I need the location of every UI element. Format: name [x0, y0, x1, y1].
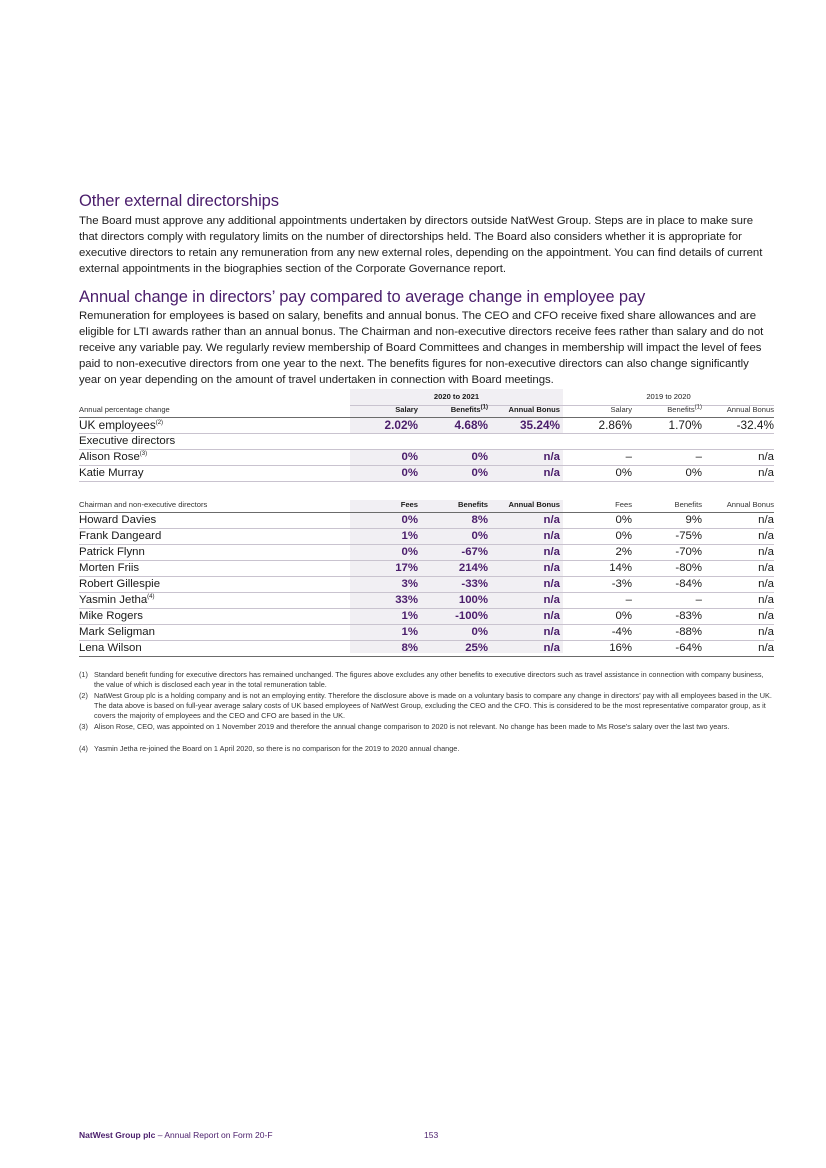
- cell: 2%: [615, 546, 632, 558]
- cell: 25%: [465, 642, 488, 654]
- group-2019-2020: 2019 to 2020: [646, 392, 691, 401]
- cell: 0%: [471, 530, 488, 542]
- cell: 33%: [395, 594, 418, 606]
- table-header-row: [79, 402, 774, 418]
- cell: -67%: [461, 546, 488, 558]
- header-benefits-2021: Benefits: [458, 500, 488, 509]
- cell: 16%: [609, 642, 632, 654]
- exec-heading-row: [79, 433, 774, 449]
- table-row: [79, 608, 774, 624]
- cell: -80%: [675, 562, 702, 574]
- cell: n/a: [758, 578, 774, 590]
- cell: –: [695, 451, 702, 463]
- cell: n/a: [758, 562, 774, 574]
- cell: -3%: [611, 578, 632, 590]
- cell: 1%: [401, 530, 418, 542]
- row-label: Alison Rose$^{(3)}$: [79, 451, 148, 463]
- cell: n/a: [543, 626, 560, 638]
- footnote-text: Standard benefit funding for executive directors has remained unchanged. The figures above excludes any other benefits to executive directors such as travel assistance in connection with company business, the value of which is disclosed each year in the total remuneration table.: [94, 670, 764, 689]
- cell: 0%: [615, 514, 632, 526]
- table-bottom-rule: [79, 656, 774, 657]
- cell: n/a: [758, 594, 774, 606]
- footer-report-name: Annual Report on Form 20-F: [164, 1130, 273, 1140]
- cell: 2.02%: [384, 418, 418, 432]
- cell: n/a: [758, 514, 774, 526]
- table-row: [79, 560, 774, 576]
- cell: n/a: [543, 546, 560, 558]
- footer-separator: –: [155, 1130, 165, 1140]
- cell: -32.4%: [736, 418, 774, 432]
- header-benefits-2020: Benefits$^{(1)}$: [667, 404, 702, 414]
- footnote-text: Alison Rose, CEO, was appointed on 1 November 2019 and therefore the annual change comparison to 2020 is not relevant. No change has been made to Ms Rose’s salary over the last two years.: [94, 722, 730, 731]
- cell: n/a: [543, 562, 560, 574]
- cell: n/a: [543, 514, 560, 526]
- cell: 17%: [395, 562, 418, 574]
- header-bonus-2020: Annual Bonus: [726, 500, 774, 509]
- cell: 14%: [609, 562, 632, 574]
- cell: 100%: [458, 594, 488, 606]
- row-label: Yasmin Jetha$^{(4)}$: [79, 594, 155, 606]
- row-label: Mike Rogers: [79, 610, 143, 622]
- ned-header-label: Chairman and non-executive directors: [79, 500, 208, 509]
- header-benefits-2020: Benefits: [674, 500, 702, 509]
- cell: 2.86%: [598, 418, 632, 432]
- table-row: [79, 592, 774, 608]
- footnote-number: (2): [79, 691, 88, 700]
- cell: 0%: [615, 530, 632, 542]
- header-label: Annual percentage change: [79, 405, 170, 414]
- cell: 3%: [401, 578, 418, 590]
- cell: n/a: [543, 642, 560, 654]
- row-label: Frank Dangeard: [79, 530, 162, 542]
- cell: -4%: [611, 626, 632, 638]
- header-salary-2021: Salary: [395, 405, 418, 414]
- ned-header-row: [79, 497, 774, 513]
- footer-company: NatWest Group plc: [79, 1130, 156, 1140]
- cell: -100%: [455, 610, 488, 622]
- footnote-text: Yasmin Jetha re-joined the Board on 1 April 2020, so there is no comparison for the 2019 to 2020 annual change.: [94, 744, 460, 753]
- footnote-number: (1): [79, 670, 88, 679]
- annual-change-paragraph: Remuneration for employees is based on salary, benefits and annual bonus. The CEO and CFO receive fixed share allowances and are eligible for LTI awards rather than an annual bonus. The Chairman and non-executive directors receive fees rather than salary and do not receive any variable pay. We regularly review membership of Board Committees and changes in membership will impact the level of fees paid to non-executive directors from one year to the next. The benefits figures for non-executive directors can also change significantly year on year depending on the amount of travel undertaken in connection with Board meetings.: [79, 310, 764, 386]
- table-row: [79, 624, 774, 640]
- cell: –: [625, 451, 632, 463]
- cell: -70%: [675, 546, 702, 558]
- cell: -64%: [675, 642, 702, 654]
- cell: 1%: [401, 610, 418, 622]
- exec-directors-heading: Executive directors: [79, 435, 176, 447]
- cell: n/a: [758, 626, 774, 638]
- section-title-annual-change: Annual change in directors’ pay compared to average change in employee pay: [79, 288, 646, 306]
- row-label: Mark Seligman: [79, 626, 155, 638]
- cell: n/a: [758, 530, 774, 542]
- header-benefits-2021: Benefits$^{(1)}$: [450, 404, 488, 414]
- cell: n/a: [543, 610, 560, 622]
- row-label: Katie Murray: [79, 467, 144, 479]
- cell: 9%: [685, 514, 702, 526]
- cell: n/a: [758, 610, 774, 622]
- table-row: [79, 544, 774, 560]
- section-title-external-directorships: Other external directorships: [79, 192, 279, 210]
- cell: n/a: [543, 594, 560, 606]
- table-row: [79, 512, 774, 528]
- cell: n/a: [758, 451, 774, 463]
- cell: 0%: [401, 451, 418, 463]
- external-directorships-paragraph: The Board must approve any additional appointments undertaken by directors outside NatWest Group. Steps are in place to make sure that directors comply with regulatory limits on the number of directorships held. The Board also considers whether it is appropriate for executive directors to retain any remuneration from any new external roles, depending on the appointment. You can find details of current external appointments in the biographies section of the Corporate Governance report.: [79, 215, 763, 275]
- cell: n/a: [543, 530, 560, 542]
- cell: n/a: [758, 546, 774, 558]
- cell: n/a: [758, 642, 774, 654]
- cell: 0%: [615, 467, 632, 479]
- row-divider: [79, 481, 774, 482]
- cell: –: [695, 594, 702, 606]
- cell: 0%: [471, 626, 488, 638]
- cell: -33%: [461, 578, 488, 590]
- cell: 0%: [471, 451, 488, 463]
- row-label: Robert Gillespie: [79, 578, 161, 590]
- page-number: 153: [424, 1130, 439, 1140]
- cell: 214%: [458, 562, 488, 574]
- cell: 0%: [401, 467, 418, 479]
- table-row: [79, 576, 774, 592]
- row-label: Howard Davies: [79, 514, 157, 526]
- cell: n/a: [543, 467, 560, 479]
- footnote-text: NatWest Group plc is a holding company and is not an employing entity. Therefore the disclosure above is made on a voluntary basis to compare any change in directors’ pay with all employees based in the UK. The data above is based on full-year average salary costs of UK based employees of NatWest Group, excluding the CEO and the CFO. This is considered to be the most representative comparator group, as it covers the majority of employees and the CEO and CFO are based in the UK.: [94, 691, 772, 720]
- cell: 0%: [615, 610, 632, 622]
- cell: –: [625, 594, 632, 606]
- cell: n/a: [758, 467, 774, 479]
- page-footer: [79, 1130, 273, 1140]
- cell: -88%: [675, 626, 702, 638]
- cell: 0%: [401, 546, 418, 558]
- cell: n/a: [543, 451, 560, 463]
- row-label: UK employees$^{(2)}$: [79, 418, 164, 432]
- cell: 4.68%: [454, 418, 488, 432]
- row-label: Morten Friis: [79, 562, 140, 574]
- header-bonus-2020: Annual Bonus: [726, 405, 774, 414]
- table-row: [79, 449, 774, 465]
- cell: 1%: [401, 626, 418, 638]
- header-salary-2020: Salary: [610, 405, 632, 414]
- cell: -83%: [675, 610, 702, 622]
- table-row: [79, 640, 774, 656]
- header-fees-2021: Fees: [400, 500, 418, 509]
- cell: 0%: [685, 467, 702, 479]
- table-row: [79, 465, 774, 481]
- table-row: [79, 528, 774, 544]
- footnote-number: (4): [79, 744, 88, 753]
- cell: 8%: [471, 514, 488, 526]
- cell: -75%: [675, 530, 702, 542]
- footnote-number: (3): [79, 722, 88, 731]
- row-label: Patrick Flynn: [79, 546, 145, 558]
- cell: 35.24%: [519, 418, 560, 432]
- table-row: [79, 417, 774, 433]
- row-label: Lena Wilson: [79, 642, 142, 654]
- header-bonus-2021: Annual Bonus: [508, 405, 560, 414]
- cell: n/a: [543, 578, 560, 590]
- header-bonus-2021: Annual Bonus: [508, 500, 560, 509]
- cell: 0%: [401, 514, 418, 526]
- cell: -84%: [675, 578, 702, 590]
- cell: 8%: [401, 642, 418, 654]
- cell: 0%: [471, 467, 488, 479]
- cell: 1.70%: [668, 418, 702, 432]
- group-2020-2021: 2020 to 2021: [433, 392, 480, 401]
- header-fees-2020: Fees: [615, 500, 632, 509]
